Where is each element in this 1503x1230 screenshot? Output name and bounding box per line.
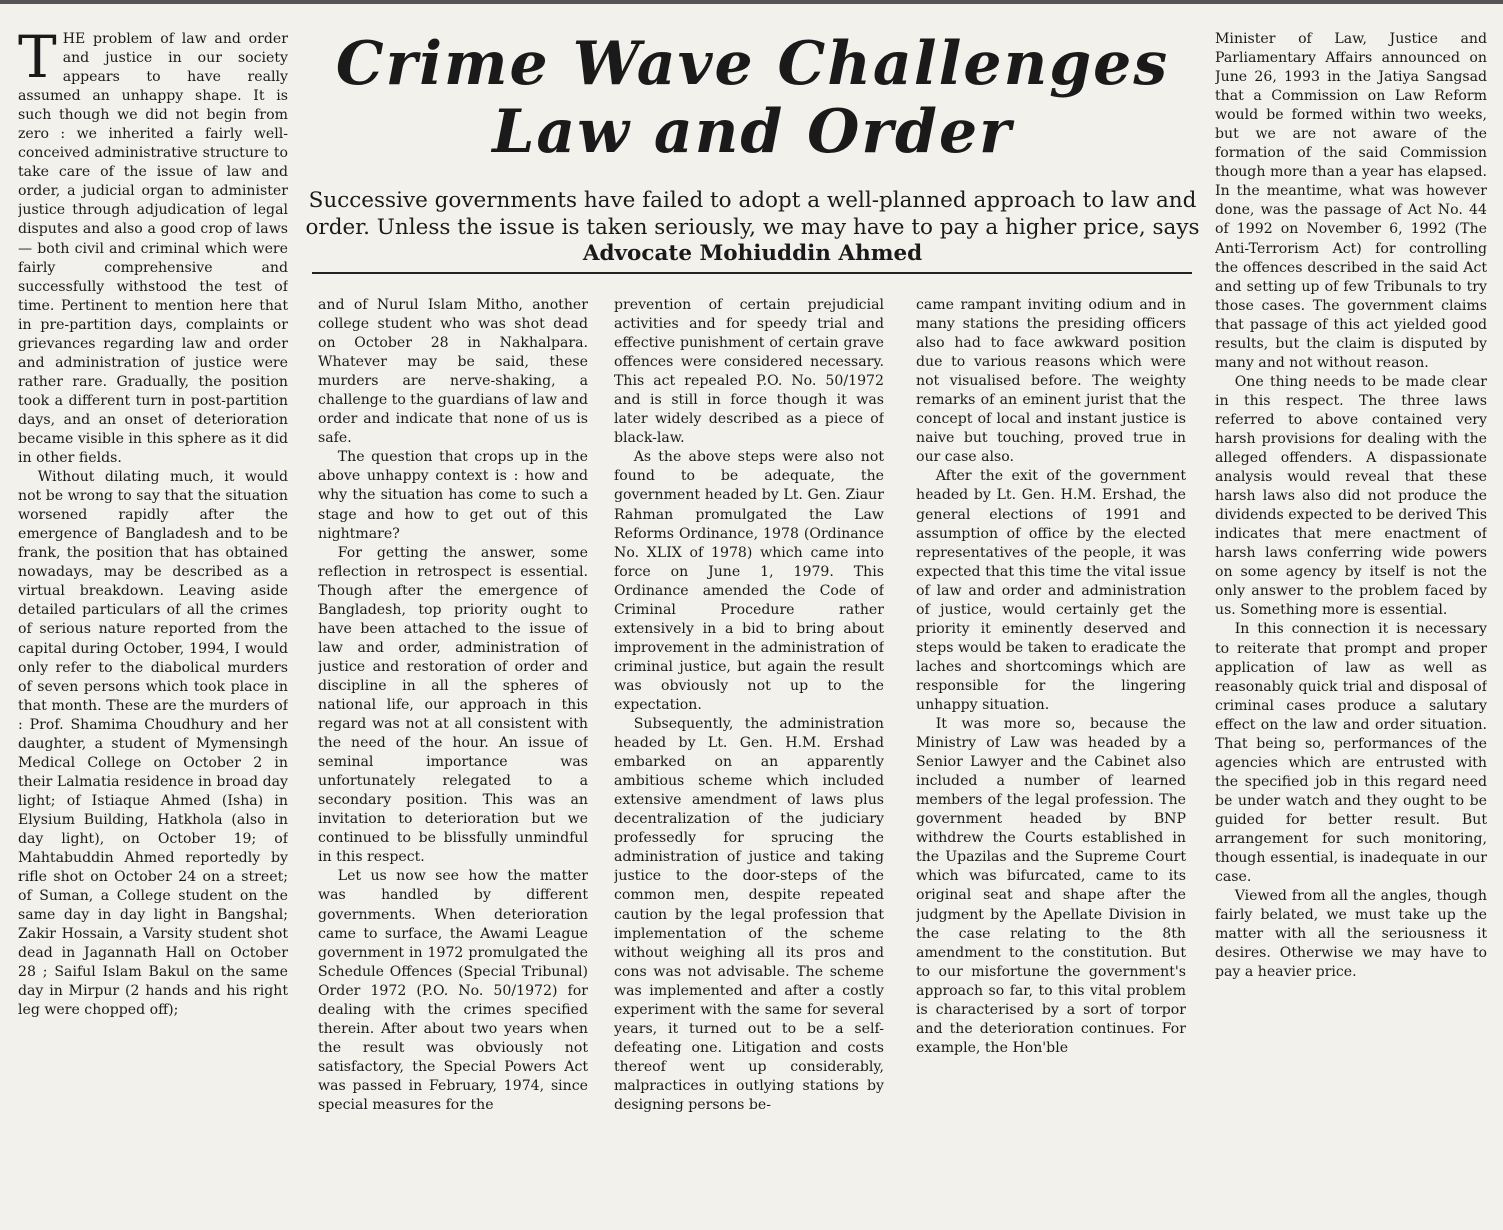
top-border <box>0 0 1503 4</box>
paragraph: and of Nurul Islam Mitho, another college student who was shot dead on October 28 in Nakhalpara. Whatever may be said, these murders are nerve-shaking, a challenge to the guardians of law and order and indicate that none of us is safe. <box>318 297 588 447</box>
paragraph: For getting the answer, some reflection in retrospect is essential. Though after the emergence of Bangladesh, top priority ought to have been attached to the issue of law and order, administration of justice and restoration of order and discipline in all the spheres of national life, our approach in this regard was not at all consistent with the need of the hour. An issue of seminal importance was unfortunately relegated to a secondary position. This was an invitation to deterioration but we continued to be blissfully unmindful in this respect. <box>318 544 588 866</box>
headline <box>300 30 1205 166</box>
paragraph: Let us now see how the matter was handled by different governments. When deterioration came to surface, the Awami League government in 1972 promulgated the Schedule Offences (Special Tribunal) Order 1972 (P.O. No. 50/1972) for dealing with the crimes specified therein. After about two years when the result was obviously not satisfactory, the Special Powers Act was passed in February, 1974, since special measures for the <box>318 868 588 1113</box>
paragraph: Subsequently, the administration headed by Lt. Gen. H.M. Ershad embarked on an apparently ambitious scheme which included extensive amendment of laws plus decentralization of the judiciary professedly for sprucing the administration of justice and taking justice to the door-steps of the common men, despite repeated caution by the legal profession that implementation of the scheme without weighing all its pros and cons was not advisable. The scheme was implemented and after a costly experiment with the same for several years, it turned out to be a self-defeating one. Litigation and costs thereof went up considerably, malpractices in outlying stations by designing persons be- <box>614 716 884 1113</box>
headline-line-2: Law and Order <box>492 97 1013 167</box>
paragraph: The question that crops up in the above unhappy context is : how and why the situation has come to such a stage and how to get out of this nightmare? <box>318 449 588 542</box>
column-3 <box>614 296 884 1216</box>
paragraph: HE problem of law and order and justice in our society appears to have really assumed an unhappy shape. It is such though we did not begin from zero : we inherited a fairly well-conceived administrative structure to take care of the issue of law and order, a judicial organ to administer justice through adjudication of legal disputes and also a good crop of laws — both civil and criminal which were fairly comprehensive and successfully withstood the test of time. Pertinent to mention here that in pre-partition days, complaints or grievances regarding law and order and administration of justice were rather rare. Gradually, the position took a different turn in post-partition days, and an onset of deterioration became visible in this sphere as it did in other fields. <box>18 31 288 467</box>
author-byline: Advocate Mohiuddin Ahmed <box>582 241 923 266</box>
column-2 <box>318 296 588 1216</box>
paragraph: In this connection it is necessary to reiterate that prompt and proper application of law as well as reasonably quick trial and disposal of criminal cases produce a salutary effect on the law and order situation. That being so, performances of the agencies which are entrusted with the specified job in this regard need be under watch and they ought to be guided for better result. But arrangement for such monitoring, though essential, is inadequate in our case. <box>1215 621 1487 886</box>
paragraph: came rampant inviting odium and in many stations the presiding officers also had to face awkward position due to various reasons which were not visualised before. The weighty remarks of an eminent jurist that the concept of local and instant justice is naive but touching, proved true in our case also. <box>916 297 1186 466</box>
deck <box>300 188 1205 268</box>
deck-text: Successive governments have failed to adopt a well-planned approach to law and order. Unless the issue is taken seriously, we may have to pay a higher price, says <box>305 188 1200 240</box>
paragraph: Viewed from all the angles, though fairly belated, we must take up the matter with all the seriousness it desires. Otherwise we may have to pay a heavier price. <box>1215 888 1487 981</box>
column-6 <box>1215 30 1487 1220</box>
headline-line-1: Crime Wave Challenges <box>335 29 1170 99</box>
column-1 <box>18 30 288 1220</box>
drop-cap: T <box>18 30 57 91</box>
paragraph: Without dilating much, it would not be wrong to say that the situation worsened rapidly after the emergence of Bangladesh and to be frank, the position that has obtained nowadays, may be described as a virtual breakdown. Leaving aside detailed particulars of all the crimes of serious nature reported from the capital during October, 1994, I would only refer to the diabolical murders of seven persons which took place in that month. These are the murders of : Prof. Shamima Choudhury and her daughter, a student of Mymensingh Medical College on October 2 in their Lalmatia residence in broad day light; of Istiaque Ahmed (Isha) in Elysium Building, Hatkhola (also in day light), on October 19; of Mahtabuddin Ahmed reportedly by rifle shot on October 24 on a street; of Suman, a College student on the same day in day light in Bangshal; Zakir Hossain, a Varsity student shot dead in Jagannath Hall on October 28 ; Saiful Islam Bakul on the same day in Mirpur (2 hands and his right leg were chopped off); <box>18 469 288 1019</box>
paragraph: It was more so, because the Ministry of Law was headed by a Senior Lawyer and the Cabinet also included a number of learned members of the legal profession. The government headed by BNP withdrew the Courts established in the Upazilas and the Supreme Court which was bifurcated, came to its original seat and shape after the judgment by the Apellate Division in the case relating to the 8th amendment to the constitution. But to our misfortune the government's approach so far, to this vital problem is characterised by a sort of torpor and the deterioration continues. For example, the Hon'ble <box>916 716 1186 1056</box>
paragraph: After the exit of the government headed by Lt. Gen. H.M. Ershad, the general elections of 1991 and assumption of office by the elected representatives of the people, it was expected that this time the vital issue of law and order and administration of justice, would certainly get the priority it eminently deserved and steps would be taken to eradicate the laches and shortcomings which are responsible for the lingering unhappy situation. <box>916 468 1186 713</box>
paragraph: Minister of Law, Justice and Parliamentary Affairs announced on June 26, 1993 in the Jatiya Sangsad that a Commission on Law Reform would be formed within two weeks, but we are not aware of the formation of the said Commission though more than a year has elapsed. In the meantime, what was however done, was the passage of Act No. 44 of 1992 on November 6, 1992 (The Anti-Terrorism Act) for controlling the offences described in the said Act and setting up of few Tribunals to try those cases. The government claims that passage of this act yielded good results, but the claim is disputed by many and not without reason. <box>1215 31 1487 371</box>
paragraph: One thing needs to be made clear in this respect. The three laws referred to above contained very harsh provisions for dealing with the alleged offenders. A dispassionate analysis would reveal that these harsh laws also did not produce the dividends expected to be derived This indicates that mere enactment of harsh laws conferring wide powers on some agency by itself is not the only answer to the problem faced by us. Something more is essential. <box>1215 373 1487 619</box>
paragraph: prevention of certain prejudicial activities and for speedy trial and effective punishment of certain grave offences were considered necessary. This act repealed P.O. No. 50/1972 and is still in force though it was later widely described as a piece of black-law. <box>614 297 884 447</box>
column-4 <box>916 296 1186 1216</box>
headline-rule <box>312 272 1192 274</box>
paragraph: As the above steps were also not found to be adequate, the government headed by Lt. Gen. Ziaur Rahman promulgated the Law Reforms Ordinance, 1978 (Ordinance No. XLIX of 1978) which came into force on June 1, 1979. This Ordinance amended the Code of Criminal Procedure rather extensively in a bid to bring about improvement in the administration of criminal justice, but again the result was obviously not up to the expectation. <box>614 449 884 713</box>
